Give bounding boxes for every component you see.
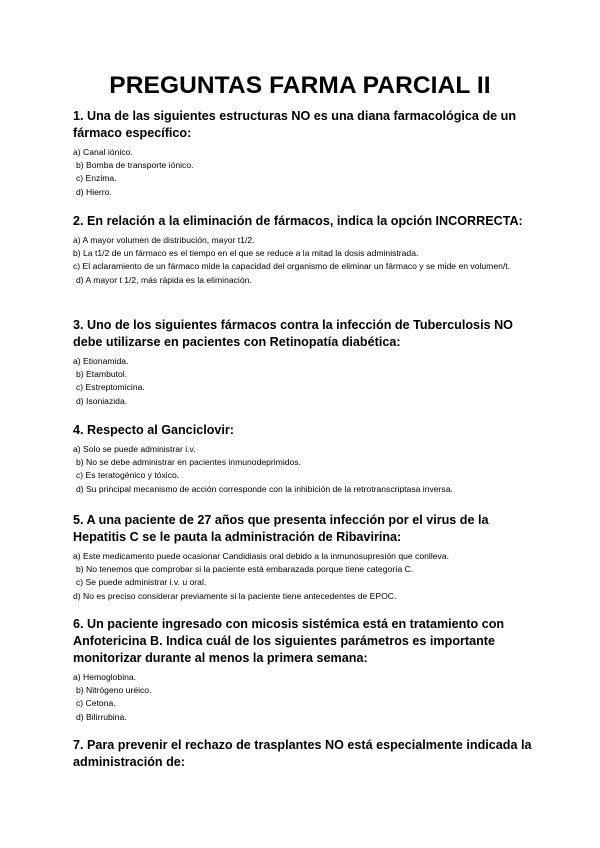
question-text: 1. Una de las siguientes estructuras NO es una diana farmacológica de un fármaco específico: (73, 109, 517, 140)
question-text: 4. Respecto al Ganciclovir: (73, 423, 234, 437)
option-b: b) Bomba de transporte iónico. (76, 160, 194, 171)
question-7 (73, 737, 533, 771)
option-list (73, 671, 533, 724)
option-c: c) Cetona. (76, 698, 116, 709)
option-c: c) Es teratogénico y tóxico. (76, 470, 180, 481)
option-list (73, 443, 533, 496)
question-4 (73, 422, 533, 496)
option-b: b) La t1/2 de un fármaco es el tiempo en el que se reduce a la mitad la dosis administrada. (73, 248, 419, 259)
option-d: d) Hierro. (76, 186, 112, 197)
option-c: c) Enzima. (76, 173, 117, 184)
question-text: 3. Uno de los siguientes fármacos contra la infección de Tuberculosis NO debe utilizarse en pacientes con Retinopatía diabética: (73, 318, 513, 349)
option-a: a) Este medicamento puede ocasionar Candidiasis oral debido a la inmunosupresión que conlleva. (73, 551, 449, 561)
option-list (73, 355, 533, 408)
question-5 (73, 512, 533, 603)
option-d: d) Bilirrubina. (76, 711, 127, 722)
question-text: 7. Para prevenir el rechazo de trasplantes NO está especialmente indicada la administración de: (73, 738, 532, 769)
question-text: 5. A una paciente de 27 años que presenta infección por el virus de la Hepatitis C se le pauta la administración de Ribavirina: (73, 513, 489, 544)
option-b: b) No se debe administrar en pacientes inmunodeprimidos. (76, 457, 301, 468)
option-c: c) Se puede administrar i.v. u oral. (76, 577, 207, 588)
option-list (73, 550, 533, 603)
option-a: a) Etionamida. (73, 356, 129, 366)
option-d: d) Isoniazida. (76, 395, 128, 406)
option-d: d) Su principal mecanismo de acción corresponde con la inhibición de la retrotranscriptasa inversa. (76, 483, 453, 494)
option-c: c) El aclaramiento de un fármaco mide la capacidad del organismo de eliminar un fármaco y se mide en volumen/t. (73, 261, 511, 272)
option-b: b) No tenemos que comprobar si la paciente está embarazada porque tiene categoría C. (76, 564, 414, 575)
option-a: a) A mayor volumen de distribución, mayor t1/2. (73, 235, 255, 245)
option-d: d) No es preciso considerar previamente si la paciente tiene antecedentes de EPOC. (73, 590, 397, 601)
question-2 (73, 213, 533, 287)
option-b: b) Etambutol. (76, 369, 128, 380)
question-3 (73, 317, 533, 408)
option-a: a) Hemoglobina. (73, 672, 137, 682)
option-b: b) Nitrógeno uréico. (76, 685, 152, 696)
question-text: 2. En relación a la eliminación de fármacos, indica la opción INCORRECTA: (73, 214, 523, 228)
question-text: 6. Un paciente ingresado con micosis sistémica está en tratamiento con Anfotericina B. Indica cuál de los siguientes parámetros es importante monitorizar durante al menos la primera semana: (73, 617, 505, 665)
question-6 (73, 616, 533, 724)
option-d: d) A mayor t 1/2, más rápida es la eliminación. (76, 274, 252, 285)
page-title: PREGUNTAS FARMA PARCIAL II (109, 72, 491, 99)
option-a: a) Solo se puede administrar i.v. (73, 444, 196, 454)
option-list (73, 234, 533, 287)
option-a: a) Canal iónico. (73, 147, 133, 157)
option-c: c) Estreptomicina. (76, 382, 145, 393)
option-list (73, 146, 533, 199)
question-1 (73, 108, 533, 199)
